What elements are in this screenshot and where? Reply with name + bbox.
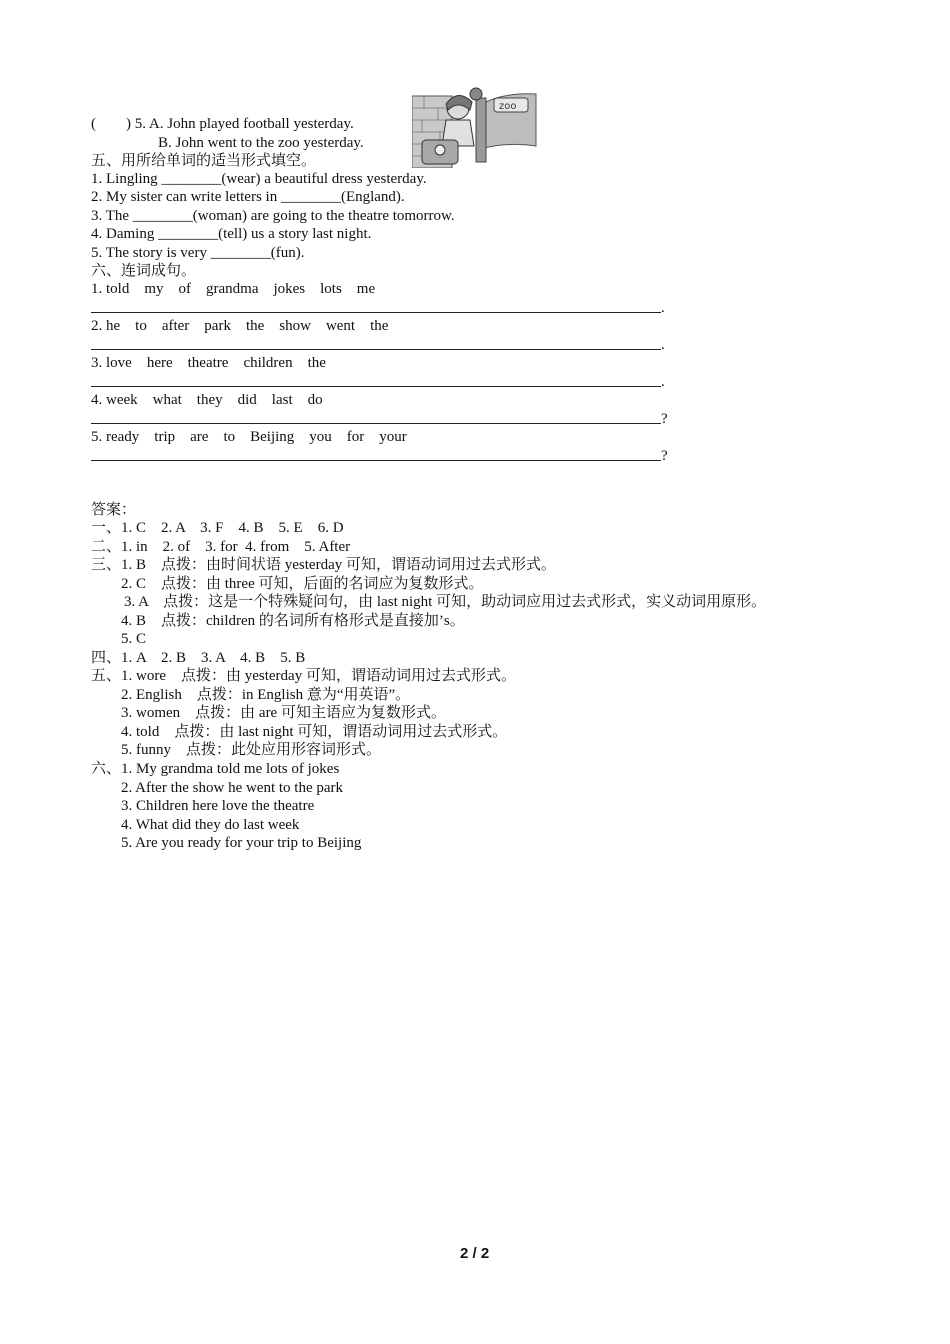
- answers-section3-line: 3. A 点拨：这是一个特殊疑问句，由 last night 可知，助动词应用过去式形式，实义动词用原形。: [124, 594, 767, 610]
- section6-words: 3. love here theatre children the: [91, 355, 326, 371]
- answers-section5-line: 3. women 点拨：由 are 可知主语应为复数形式。: [121, 705, 446, 721]
- answers-section6-line: 六、1. My grandma told me lots of jokes: [91, 761, 340, 777]
- answers-section5-line: 4. told 点拨：由 last night 可知，谓语动词用过去式形式。: [121, 724, 508, 740]
- q5-option-b: B. John went to the zoo yesterday.: [158, 135, 364, 151]
- answers-section2: 二、1. in 2. of 3. for 4. from 5. After: [91, 539, 351, 555]
- answers-section3-line: 4. B 点拨：children 的名词所有格形式是直接加’s。: [121, 613, 465, 629]
- section5-item: 1. Lingling ________(wear) a beautiful dress yesterday.: [91, 171, 427, 187]
- page-number: 2 / 2: [460, 1245, 490, 1262]
- answers-section6-line: 4. What did they do last week: [121, 817, 300, 833]
- section6-words: 1. told my of grandma jokes lots me: [91, 281, 376, 297]
- sentence-end-mark: .: [661, 300, 665, 316]
- answers-section1: 一、1. C 2. A 3. F 4. B 5. E 6. D: [91, 520, 344, 536]
- answers-section6-line: 2. After the show he went to the park: [121, 780, 344, 796]
- answers-section5-line: 2. English 点拨：in English 意为“用英语”。: [121, 687, 411, 703]
- answer-blank-line: [91, 423, 661, 424]
- answer-blank-line: [91, 349, 661, 350]
- sentence-end-mark: .: [661, 374, 665, 390]
- section6-heading: 六、连词成句。: [91, 263, 197, 279]
- answer-blank-line: [91, 386, 661, 387]
- answers-section6-line: 3. Children here love the theatre: [121, 798, 315, 814]
- section5-item: 4. Daming ________(tell) us a story last night.: [91, 226, 372, 242]
- section5-item: 3. The ________(woman) are going to the theatre tomorrow.: [91, 208, 455, 224]
- answers-section4: 四、1. A 2. B 3. A 4. B 5. B: [91, 650, 306, 666]
- section6-words: 2. he to after park the show went the: [91, 318, 389, 334]
- answers-section6-line: 5. Are you ready for your trip to Beijing: [121, 835, 362, 851]
- sentence-end-mark: ?: [661, 411, 668, 427]
- answers-section3-line: 5. C: [121, 631, 147, 647]
- answer-blank-line: [91, 312, 661, 313]
- sentence-end-mark: ?: [661, 448, 668, 464]
- answer-blank-line: [91, 460, 661, 461]
- zoo-sign-text: zoo: [499, 101, 517, 112]
- answers-section3-line: 2. C 点拨：由 three 可知，后面的名词应为复数形式。: [121, 576, 484, 592]
- answers-title: 答案：: [91, 502, 137, 518]
- answers-section5-line: 5. funny 点拨：此处应用形容词形式。: [121, 742, 381, 758]
- answers-section3-line: 三、1. B 点拨：由时间状语 yesterday 可知，谓语动词用过去式形式。: [91, 557, 556, 573]
- section6-words: 5. ready trip are to Beijing you for your: [91, 429, 407, 445]
- section5-item: 5. The story is very ________(fun).: [91, 245, 305, 261]
- answers-section5-line: 五、1. wore 点拨：由 yesterday 可知，谓语动词用过去式形式。: [91, 668, 516, 684]
- section5-item: 2. My sister can write letters in ________(England).: [91, 189, 405, 205]
- sentence-end-mark: .: [661, 337, 665, 353]
- section6-words: 4. week what they did last do: [91, 392, 323, 408]
- q5-option-a: ( ) 5. A. John played football yesterday.: [91, 116, 354, 132]
- section5-heading: 五、用所给单词的适当形式填空。: [91, 153, 317, 169]
- girl-at-zoo-illustration: [412, 86, 538, 168]
